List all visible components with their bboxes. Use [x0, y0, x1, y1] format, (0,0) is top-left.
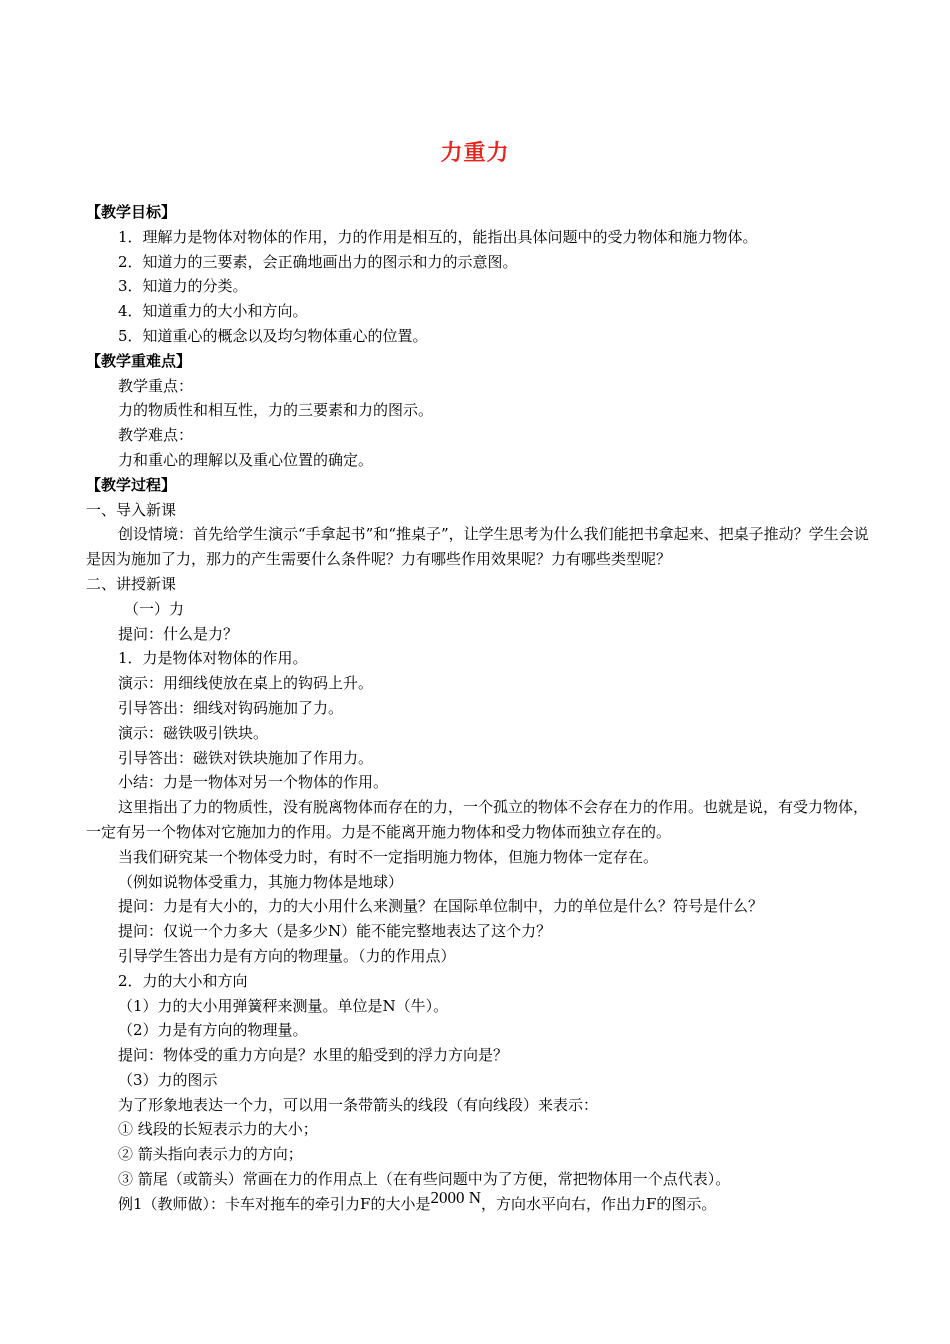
example-force-value: 2000 N — [430, 1187, 481, 1207]
process-line: 演示：用细线使放在桌上的钩码上升。 — [118, 674, 374, 693]
page-title: 力重力 — [440, 141, 510, 166]
process-line: （3）力的图示 — [118, 1070, 218, 1089]
focus-label: 教学重点： — [118, 376, 194, 395]
goal-item: 3．知道力的分类。 — [118, 277, 248, 296]
part1-title: 一、导入新课 — [86, 500, 177, 519]
process-line: 当我们研究某一个物体受力时，有时不一定指明施力物体，但施力物体一定存在。 — [118, 847, 659, 866]
goal-item: 1．理解力是物体对物体的作用，力的作用是相互的，能指出具体问题中的受力物体和施力物体。 — [118, 227, 758, 246]
process-line: （2）力是有方向的物理量。 — [118, 1021, 308, 1040]
goal-item: 4．知道重力的大小和方向。 — [118, 302, 308, 321]
process-line: 2．力的大小和方向 — [118, 971, 248, 990]
document-body — [86, 200, 876, 1217]
process-line: 演示：磁铁吸引铁块。 — [118, 723, 269, 742]
part2-title: 二、讲授新课 — [86, 574, 177, 593]
example-line — [86, 1187, 876, 1217]
process-line: ② 箭头指向表示力的方向； — [118, 1145, 303, 1164]
process-line: 提问：物体受的重力方向是？水里的船受到的浮力方向是？ — [118, 1046, 509, 1065]
difficulty-label: 教学难点： — [118, 426, 194, 445]
difficulty-text: 力和重心的理解以及重心位置的确定。 — [118, 450, 374, 469]
goal-item: 2．知道力的三要素，会正确地画出力的图示和力的示意图。 — [118, 252, 518, 271]
process-line: 引导答出：细线对钩码施加了力。 — [118, 698, 344, 717]
focus-text: 力的物质性和相互性，力的三要素和力的图示。 — [118, 401, 434, 420]
process-line: （1）力的大小用弹簧秤来测量。单位是N（牛）。 — [118, 996, 449, 1015]
example-prefix: 例1（教师做）：卡车对拖车的牵引力F的大小是 — [118, 1194, 431, 1213]
material-paragraph: 这里指出了力的物质性，没有脱离物体而存在的力，一个孤立的物体不会存在力的作用。也就是说，有受力物体，一定有另一个物体对它施加力的作用。力是不能离开施力物体和受力物体而独立存在的。 — [86, 798, 869, 841]
section-heading-process: 【教学过程】 — [86, 475, 177, 494]
section-heading-goals: 【教学目标】 — [86, 203, 177, 221]
process-line: ③ 箭尾（或箭头）常画在力的作用点上（在有些问题中为了方便，常把物体用一个点代表）。 — [118, 1170, 731, 1189]
goal-item: 5．知道重心的概念以及均匀物体重心的位置。 — [118, 326, 428, 345]
process-line: 1．力是物体对物体的作用。 — [118, 649, 308, 668]
process-line: 引导学生答出力是有方向的物理量。（力的作用点） — [118, 946, 456, 965]
subsection-title-force: （一）力 — [124, 599, 185, 618]
process-line: 为了形象地表达一个力，可以用一条带箭头的线段（有向线段）来表示： — [118, 1095, 599, 1114]
process-line: 引导答出：磁铁对铁块施加了作用力。 — [118, 748, 374, 767]
part1-paragraph: 创设情境：首先给学生演示“手拿起书”和“推桌子”，让学生思考为什么我们能把书拿起来、把桌子推动？学生会说是因为施加了力，那力的产生需要什么条件呢？力有哪些作用效果呢？力有哪些类型呢？ — [86, 525, 869, 569]
section-heading-keypoints: 【教学重难点】 — [86, 351, 192, 370]
process-line: 提问：仅说一个力多大（是多少N）能不能完整地表达了这个力？ — [118, 922, 552, 941]
example-suffix: ，方向水平向右，作出力F的图示。 — [481, 1194, 717, 1213]
process-line: 小结：力是一物体对另一个物体的作用。 — [118, 773, 389, 792]
process-line: 提问：力是有大小的，力的大小用什么来测量？在国际单位制中，力的单位是什么？符号是什么？ — [118, 897, 764, 916]
process-line: ① 线段的长短表示力的大小； — [118, 1120, 318, 1139]
process-line: 提问：什么是力？ — [118, 624, 239, 643]
process-line: （例如说物体受重力，其施力物体是地球） — [118, 872, 404, 891]
